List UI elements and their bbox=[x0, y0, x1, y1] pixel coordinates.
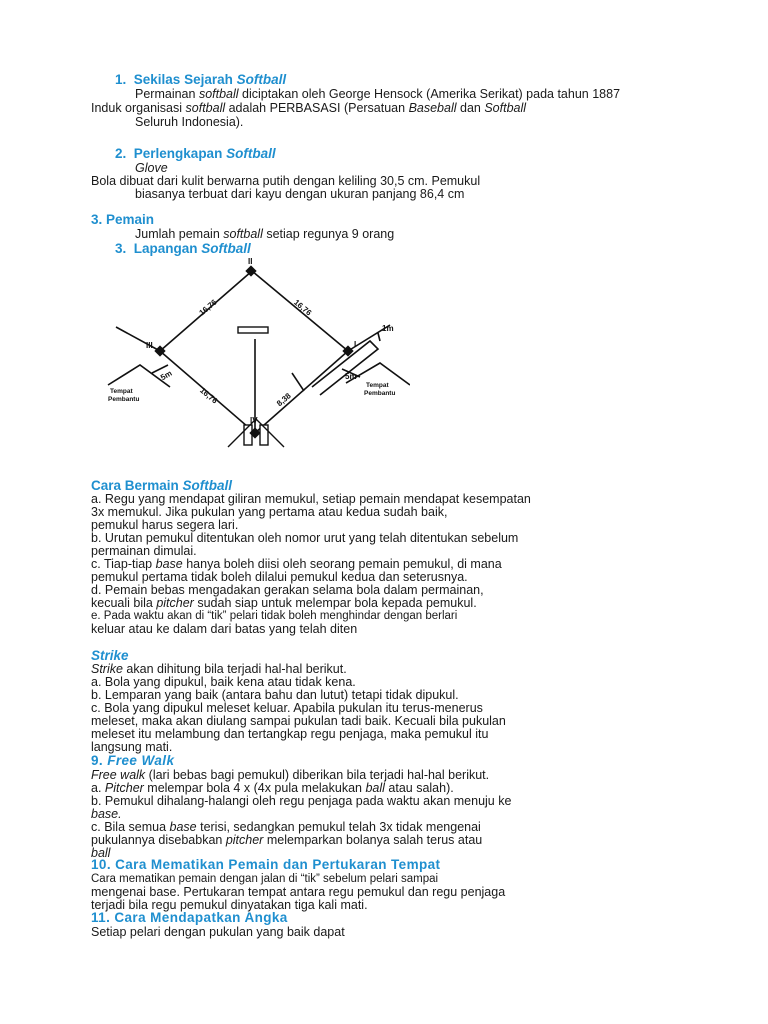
free-walk-intro: Free walk (lari bebas bagi pemukul) diberikan bila terjadi hal-hal berikut. bbox=[91, 768, 490, 782]
section-10-heading: 10. Cara Mematikan Pemain dan Pertukaran Tempat bbox=[91, 857, 441, 872]
pitcher-plate bbox=[238, 327, 268, 333]
history-line-1: Permainan softball diciptakan oleh George Hensock (Amerika Serikat) pada tahun 1887 bbox=[135, 87, 621, 101]
rule-e-1: e. Pada waktu akan di “tik” pelari tidak boleh menghindar dengan berlari bbox=[91, 610, 458, 622]
batter-box-left bbox=[244, 425, 252, 445]
free-walk-heading: 9. Free Walk bbox=[91, 753, 175, 768]
equipment-line-1: Bola dibuat dari kulit berwarna putih dengan keliling 30,5 cm. Pemukul bbox=[91, 174, 481, 188]
label-coach-right-1: Tempat bbox=[366, 382, 389, 389]
rule-e-2: keluar atau ke dalam dari batas yang telah diten bbox=[91, 622, 358, 636]
batter-box-right bbox=[260, 425, 268, 445]
free-walk-b-2: base. bbox=[91, 807, 122, 821]
how-to-play-heading: Cara Bermain Softball bbox=[91, 478, 233, 493]
rule-c-2: pemukul pertama tidak boleh dilalui pemukul kedua dan seterusnya. bbox=[91, 570, 468, 584]
history-line-2: Induk organisasi softball adalah PERBASASI (Persatuan Baseball dan Softball bbox=[91, 101, 527, 115]
section-10-line-2: mengenai base. Pertukaran tempat antara regu pemukul dan regu penjaga bbox=[91, 885, 506, 899]
label-base-ii: II bbox=[248, 257, 253, 266]
rule-b-2: permainan dimulai. bbox=[91, 544, 197, 558]
label-dist-pitch: 8,38 bbox=[275, 391, 293, 409]
label-base-iv: IV bbox=[250, 416, 258, 425]
rule-b-1: b. Urutan pemukul ditentukan oleh nomor urut yang telah ditentukan sebelum bbox=[91, 531, 519, 545]
free-walk-a: a. Pitcher melempar bola 4 x (4x pula melakukan ball atau salah). bbox=[91, 781, 454, 795]
label-base-iii: III bbox=[146, 341, 153, 350]
softball-field-diagram bbox=[80, 255, 410, 455]
strike-c-2: meleset, maka akan diulang sampai pukulan tadi baik. Kecuali bila pukulan bbox=[91, 714, 506, 728]
label-dist-top-left: 16,76 bbox=[197, 297, 219, 318]
free-walk-c-1: c. Bila semua base terisi, sedangkan pemukul telah 3x tidak mengenai bbox=[91, 820, 481, 834]
field-heading: 3. Lapangan Softball bbox=[115, 241, 251, 256]
strike-c-1: c. Bola yang dipukul meleset keluar. Apabila pukulan itu terus-menerus bbox=[91, 701, 483, 715]
section-1-heading bbox=[115, 72, 286, 88]
rule-d-2: kecuali bila pitcher sudah siap untuk melempar bola kepada pemukul. bbox=[91, 596, 477, 610]
heading-text: Sekilas Sejarah bbox=[133, 72, 237, 87]
rule-a-3: pemukul harus segera lari. bbox=[91, 518, 239, 532]
rule-a-1: a. Regu yang mendapat giliran memukul, setiap pemain mendapat kesempatan bbox=[91, 492, 531, 506]
section-2-heading: 2. Perlengkapan Softball bbox=[115, 146, 276, 161]
free-walk-b-1: b. Pemukul dihalang-halangi oleh regu penjaga pada waktu akan menuju ke bbox=[91, 794, 512, 808]
rule-d-1: d. Pemain bebas mengadakan gerakan selama bola dalam permainan, bbox=[91, 583, 484, 597]
strike-c-3: meleset itu melambung dan tertangkap regu penjaga, maka pemukul itu bbox=[91, 727, 489, 741]
strike-heading: Strike bbox=[91, 648, 129, 663]
section-11-line-1: Setiap pelari dengan pukulan yang baik dapat bbox=[91, 925, 345, 939]
label-1m: 1m bbox=[382, 324, 394, 333]
rule-c-1: c. Tiap-tiap base hanya boleh diisi oleh seorang pemain pemukul, di mana bbox=[91, 557, 502, 571]
label-5m-left: 5m bbox=[159, 368, 174, 383]
diamond-line bbox=[255, 351, 348, 433]
free-walk-c-2: pukulannya disebabkan pitcher melemparkan bolanya salah terus atau bbox=[91, 833, 483, 847]
section-11-heading: 11. Cara Mendapatkan Angka bbox=[91, 910, 288, 925]
rule-a-2: 3x memukul. Jika pukulan yang pertama atau kedua sudah baik, bbox=[91, 505, 448, 519]
label-5m-right: 5m bbox=[345, 372, 357, 381]
equipment-glove: Glove bbox=[135, 161, 168, 175]
foul-line-left bbox=[116, 327, 160, 351]
label-coach-left-1: Tempat bbox=[110, 388, 133, 395]
players-line: Jumlah pemain softball setiap regunya 9 orang bbox=[135, 227, 395, 241]
heading-italic: Softball bbox=[236, 72, 287, 87]
label-dist-bottom-left: 16,76 bbox=[198, 385, 220, 406]
free-walk-c-3: ball bbox=[91, 846, 111, 860]
strike-b: b. Lemparan yang baik (antara bahu dan lutut) tetapi tidak dipukul. bbox=[91, 688, 459, 702]
strike-intro: Strike akan dihitung bila terjadi hal-hal berikut. bbox=[91, 662, 347, 676]
label-base-i: I bbox=[354, 340, 357, 349]
label-coach-right-2: Pembantu bbox=[364, 390, 396, 397]
section-10-line-1: Cara mematikan pemain dengan jalan di “tik” sebelum pelari sampai bbox=[91, 873, 439, 885]
dim-pitch bbox=[292, 373, 304, 391]
strike-a: a. Bola yang dipukul, baik kena atau tidak kena. bbox=[91, 675, 356, 689]
section-10-line-3: terjadi bila regu pemukul dinyatakan tiga kali mati. bbox=[91, 898, 368, 912]
runner-lane-tick bbox=[378, 333, 380, 341]
strike-c-4: langsung mati. bbox=[91, 740, 173, 754]
section-3-heading: 3. Pemain bbox=[91, 212, 155, 227]
label-dist-top-right: 16,76 bbox=[292, 297, 314, 318]
history-line-3: Seluruh Indonesia). bbox=[135, 115, 244, 129]
section-number: 1. bbox=[115, 72, 127, 87]
equipment-line-2: biasanya terbuat dari kayu dengan ukuran panjang 86,4 cm bbox=[135, 187, 465, 201]
label-coach-left-2: Pembantu bbox=[108, 396, 140, 403]
